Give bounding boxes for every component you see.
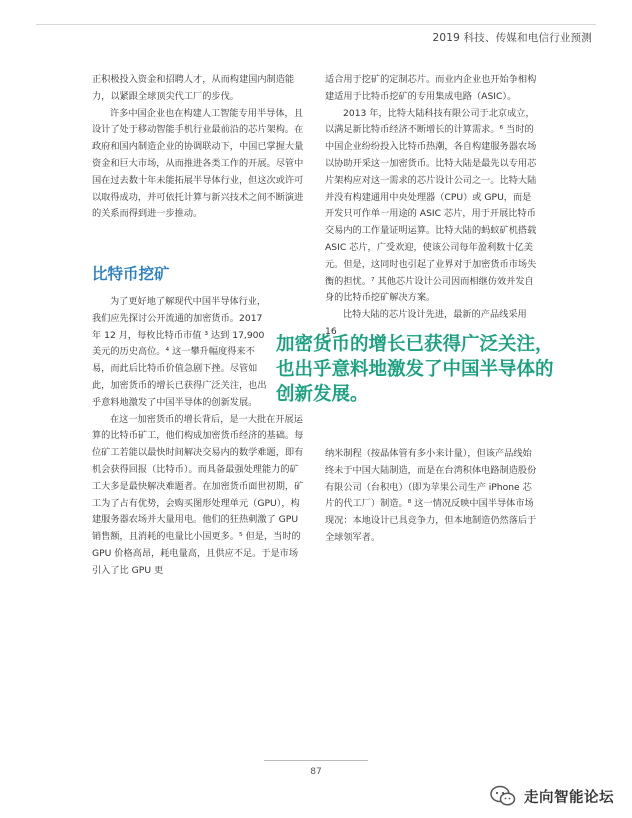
left-paragraph-3: 为了更好地了解现代中国半导体行业，我们应先探讨公开流通的加密货币。2017 年 12 月，每枚比特币市值 ³ 达到 17,900 美元的历史高位。⁴ 这一攀升幅度得来不易，而此后比特币价值急剧下挫。尽管如此，加密货币的增长已获得广泛关注，也出乎意料地激发了中国半导体的创新发展。 bbox=[92, 296, 267, 408]
left-column-top bbox=[92, 72, 304, 223]
running-header: 2019 科技、传媒和电信行业预测 bbox=[432, 32, 592, 44]
wechat-icon bbox=[490, 785, 516, 807]
right-paragraph-1: 适合用于挖矿的定制芯片。而业内企业也开始争相构建适用于比特币挖矿的专用集成电路（ASIC）。 bbox=[325, 74, 537, 102]
header-rule bbox=[36, 24, 596, 25]
left-paragraph-2: 许多中国企业也在构建人工智能专用半导体，且设计了处于移动智能手机行业最前沿的芯片架构。在政府和国内制造企业的协调联动下，中国已掌握大量资金和巨大市场，从而推进各类工作的开展。尽管中国在过去数十年未能拓展半导体行业，但这次或许可以取得成功，并可依托计算与新兴技术之间不断演进的关系而得到进一步推动。 bbox=[92, 107, 304, 220]
footer-rule bbox=[264, 760, 368, 761]
right-paragraph-4: 纳米制程（按晶体管有多小来计量），但该产品线始终未于中国大陆制造，而是在台湾积体电路制造股份有限公司（台积电）（即为苹果公司生产 iPhone 芯片的代工厂）制造。⁸ 这一情况反映中国半导体市场现况：本地设计已具竞争力，但本地制造仍然落后于全球领军者。 bbox=[325, 448, 537, 543]
watermark-text: 走向智能论坛 bbox=[524, 789, 614, 806]
section-heading: 比特币挖矿 bbox=[92, 265, 170, 283]
pull-quote: 加密货币的增长已获得广泛关注，也出乎意料地激发了中国半导体的创新发展。 bbox=[276, 334, 554, 405]
right-paragraph-3: 比特大陆的芯片设计先进，最新的产品线采用 16 bbox=[325, 309, 527, 337]
right-paragraph-2: 2013 年，比特大陆科技有限公司于北京成立，以满足新比特币经济不断增长的计算需求。⁶ 当时的中国企业纷纷投入比特币热潮，各自构建服务器农场以协助开采这一加密货币。比特大陆是最先以专用芯片架构应对这一需求的芯片设计公司之一。比特大陆并没有构建通用中央处理器（CPU）或 GPU，而是开发只可作单一用途的 ASIC 芯片，用于开展比特币交易内的工作量证明运算。比特大陆的蚂蚁矿机搭载 ASIC 芯片，广受欢迎，使该公司每年盈利数十亿美元。但是，这同时也引起了业界对于加密货币市场失衡的担忧。⁷ 其他芯片设计公司因而相继仿效并发自身的比特币挖矿解决方案。 bbox=[325, 107, 537, 304]
watermark bbox=[490, 784, 614, 808]
left-paragraph-1: 正积极投入资金和招聘人才，从而构建国内制造能力，以紧跟全球顶尖代工厂的步伐。 bbox=[92, 74, 295, 102]
right-column-top bbox=[325, 72, 537, 341]
page-number: 87 bbox=[310, 767, 322, 777]
left-column-bottom bbox=[92, 294, 304, 580]
right-column-bottom bbox=[325, 446, 537, 547]
left-paragraph-4: 在这一加密货币的增长背后，是一大批在开展运算的比特币矿工，他们构成加密货币经济的基础。每位矿工若能以最快时间解决交易内的数学难题，即有机会获得回报（比特币）。而具备最强处理能力的矿工大多是最快解决难题者。在加密货币面世初期，矿工为了占有优势，会购买图形处理单元（GPU），构建服务器农场并大量用电。他们的狂热刺激了 GPU 销售额，且消耗的电量比小国更多。⁵ 但是，当时的 GPU 价格高昂，耗电量高，且供应不足。于是市场引入了比 GPU 更 bbox=[92, 413, 304, 576]
